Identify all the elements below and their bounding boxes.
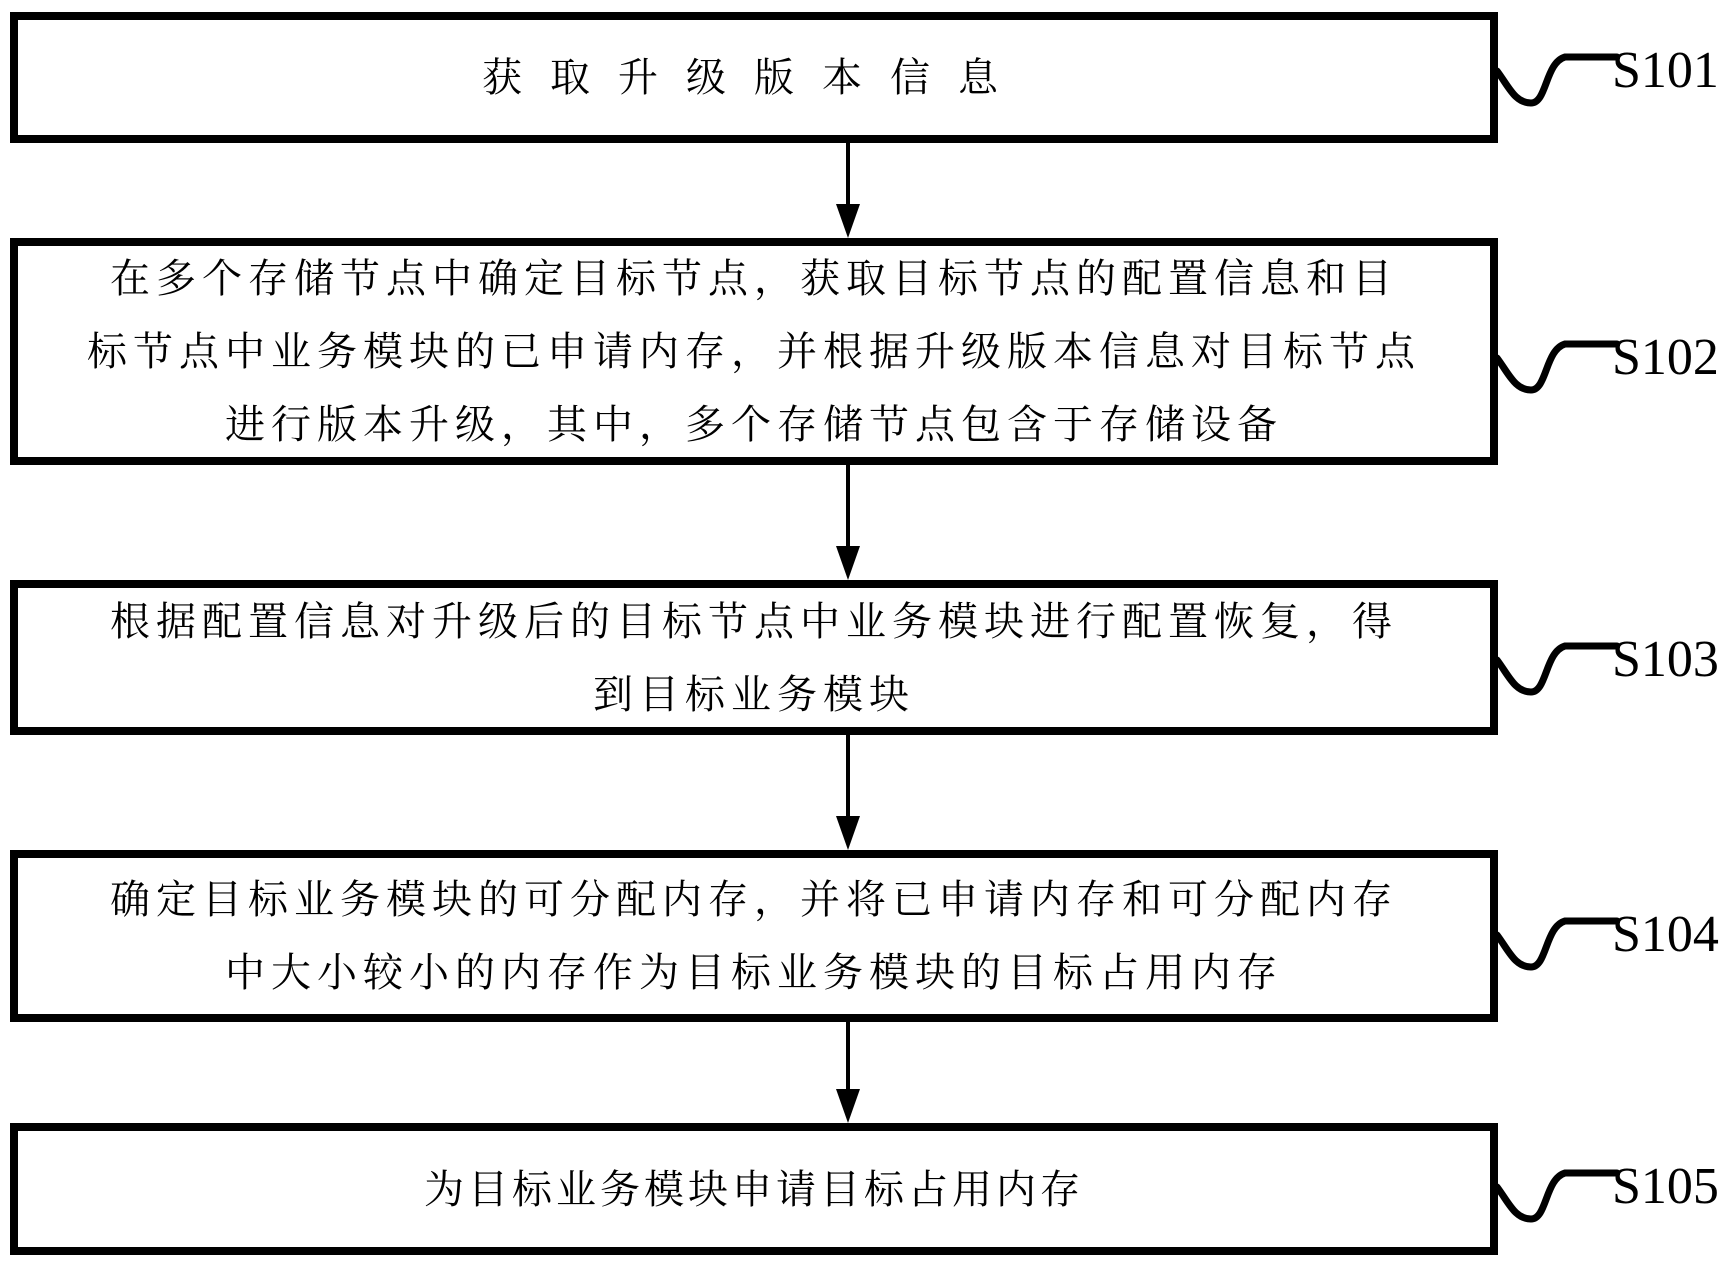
arrow-head-icon — [836, 816, 860, 850]
step-s103-line-2: 到目标业务模块 — [593, 671, 915, 717]
step-s102-line-1: 在多个存储节点中确定目标节点，获取目标节点的配置信息和目 — [110, 256, 1398, 301]
step-s103-line-1: 根据配置信息对升级后的目标节点中业务模块进行配置恢复，得 — [110, 598, 1398, 644]
arrow-head-icon — [836, 204, 860, 238]
step-connector-curve-s104 — [1495, 907, 1620, 987]
step-box-s105 — [10, 1123, 1498, 1255]
step-connector-curve-s101 — [1495, 43, 1620, 123]
flow-arrow-4 — [836, 1022, 860, 1123]
step-box-s101 — [10, 12, 1498, 143]
step-s102-line-2: 标节点中业务模块的已申请内存，并根据升级版本信息对目标节点 — [87, 329, 1421, 374]
step-label-s105: S105 — [1612, 1158, 1719, 1215]
flow-arrow-1 — [836, 143, 860, 238]
step-connector-curve-s102 — [1495, 330, 1620, 410]
arrow-shaft — [846, 143, 850, 204]
step-label-s104: S104 — [1612, 906, 1719, 963]
step-connector-curve-s105 — [1495, 1159, 1620, 1239]
flow-arrow-3 — [836, 735, 860, 850]
step-box-s102 — [10, 238, 1498, 465]
step-s102-line-3: 进行版本升级，其中，多个存储节点包含于存储设备 — [225, 402, 1283, 447]
step-label-s102: S102 — [1612, 329, 1719, 386]
step-s101-line-1: 获取升级版本信息 — [482, 55, 1026, 100]
flow-arrow-2 — [836, 465, 860, 580]
arrow-shaft — [846, 465, 850, 546]
arrow-head-icon — [836, 546, 860, 580]
step-label-s103: S103 — [1612, 631, 1719, 688]
step-s104-line-2: 中大小较小的内存作为目标业务模块的目标占用内存 — [225, 950, 1283, 995]
arrow-shaft — [846, 1022, 850, 1089]
step-label-s101: S101 — [1612, 42, 1719, 99]
step-s104-line-1: 确定目标业务模块的可分配内存，并将已申请内存和可分配内存 — [110, 877, 1398, 922]
step-box-s103 — [10, 580, 1498, 735]
arrow-head-icon — [836, 1089, 860, 1123]
step-box-s104 — [10, 850, 1498, 1022]
arrow-shaft — [846, 735, 850, 816]
step-s105-line-1: 为目标业务模块申请目标占用内存 — [424, 1166, 1084, 1212]
step-connector-curve-s103 — [1495, 632, 1620, 712]
